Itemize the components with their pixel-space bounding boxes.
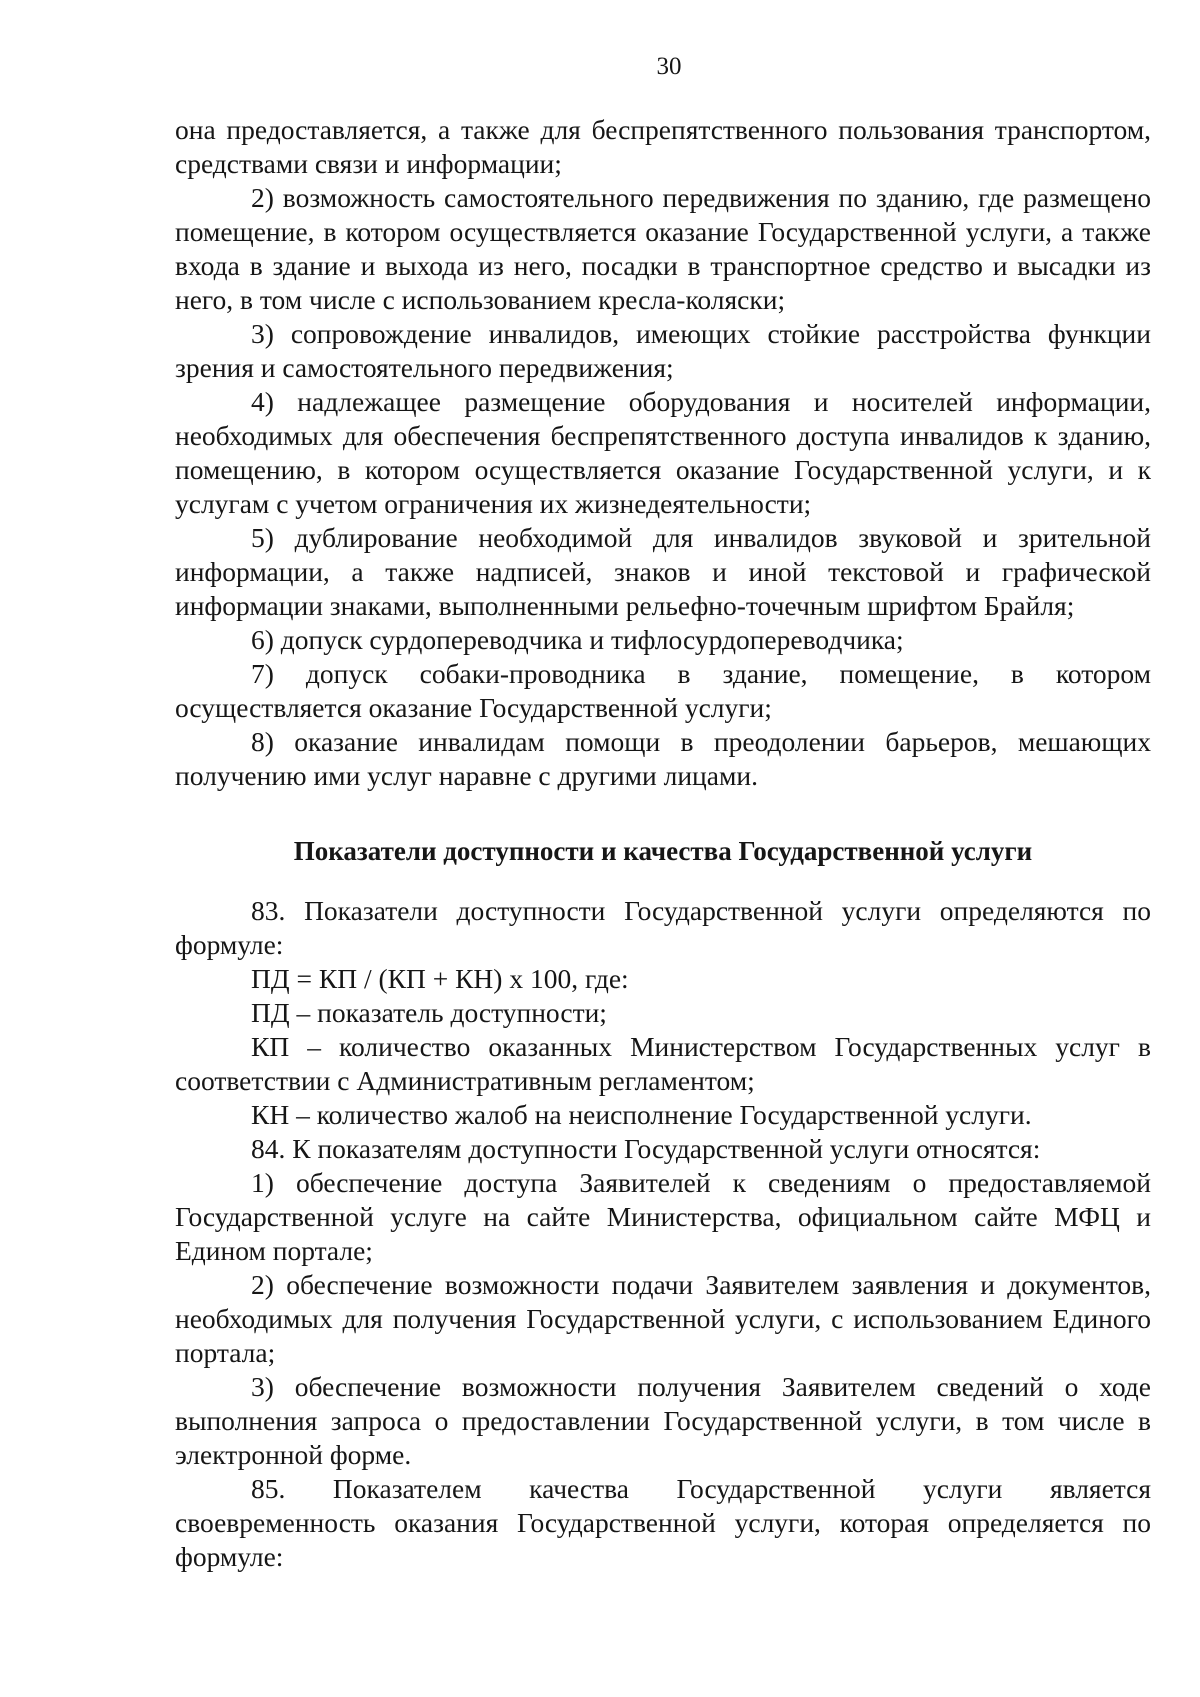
list-item-8: 8) оказание инвалидам помощи в преодолении барьеров, мешающих получению ими услуг наравне с другими лицами. <box>175 726 1151 791</box>
list-item-5: 5) дублирование необходимой для инвалидов звуковой и зрительной информации, а также надписей, знаков и иной текстовой и графической информации знаками, выполненными рельефно-точечным шрифтом Брайля; <box>175 522 1151 621</box>
list-item-3: 3) сопровождение инвалидов, имеющих стойкие расстройства функции зрения и самостоятельного передвижения; <box>175 318 1151 383</box>
paragraph-85: 85. Показателем качества Государственной услуги является своевременность оказания Государственной услуги, которая определяется по формуле: <box>175 1473 1151 1572</box>
list-item-84-1: 1) обеспечение доступа Заявителей к сведениям о предоставляемой Государственной услуге на сайте Министерства, официальном сайте МФЦ и Едином портале; <box>175 1167 1151 1266</box>
list-item-7: 7) допуск собаки-проводника в здание, помещение, в котором осуществляется оказание Государственной услуги; <box>175 658 1151 723</box>
list-item-84-3: 3) обеспечение возможности получения Заявителем сведений о ходе выполнения запроса о предоставлении Государственной услуги, в том числе в электронной форме. <box>175 1371 1151 1470</box>
page-number: 30 <box>656 53 682 80</box>
list-item-2: 2) возможность самостоятельного передвижения по зданию, где размещено помещение, в котором осуществляется оказание Государственной услуги, а также входа в здание и выхода из него, посадки в транспортное средство и высадки из него, в том числе с использованием кресла-коляски; <box>175 182 1151 315</box>
definition-pd: ПД – показатель доступности; <box>251 997 607 1028</box>
section-heading: Показатели доступности и качества Государственной услуги <box>293 836 1033 866</box>
bottom-text-block <box>175 894 1151 1574</box>
paragraph-84: 84. К показателям доступности Государственной услуги относятся: <box>251 1133 1041 1164</box>
top-text-block <box>175 113 1151 793</box>
list-item-84-2: 2) обеспечение возможности подачи Заявителем заявления и документов, необходимых для получения Государственной услуги, с использованием Единого портала; <box>175 1269 1151 1368</box>
paragraph-83: 83. Показатели доступности Государственной услуги определяются по формуле: <box>175 895 1151 960</box>
definition-kp: КП – количество оказанных Министерством Государственных услуг в соответствии с Административным регламентом; <box>175 1031 1151 1096</box>
paragraph-continuation: она предоставляется, а также для беспрепятственного пользования транспортом, средствами связи и информации; <box>175 114 1151 179</box>
list-item-4: 4) надлежащее размещение оборудования и носителей информации, необходимых для обеспечения беспрепятственного доступа инвалидов к зданию, помещению, в котором осуществляется оказание Государственной услуги, и к услугам с учетом ограничения их жизнедеятельности; <box>175 386 1151 519</box>
definition-kn: КН – количество жалоб на неисполнение Государственной услуги. <box>251 1099 1032 1130</box>
formula-line: ПД = КП / (КП + КН) х 100, где: <box>251 963 629 994</box>
list-item-6: 6) допуск сурдопереводчика и тифлосурдопереводчика; <box>251 624 904 655</box>
